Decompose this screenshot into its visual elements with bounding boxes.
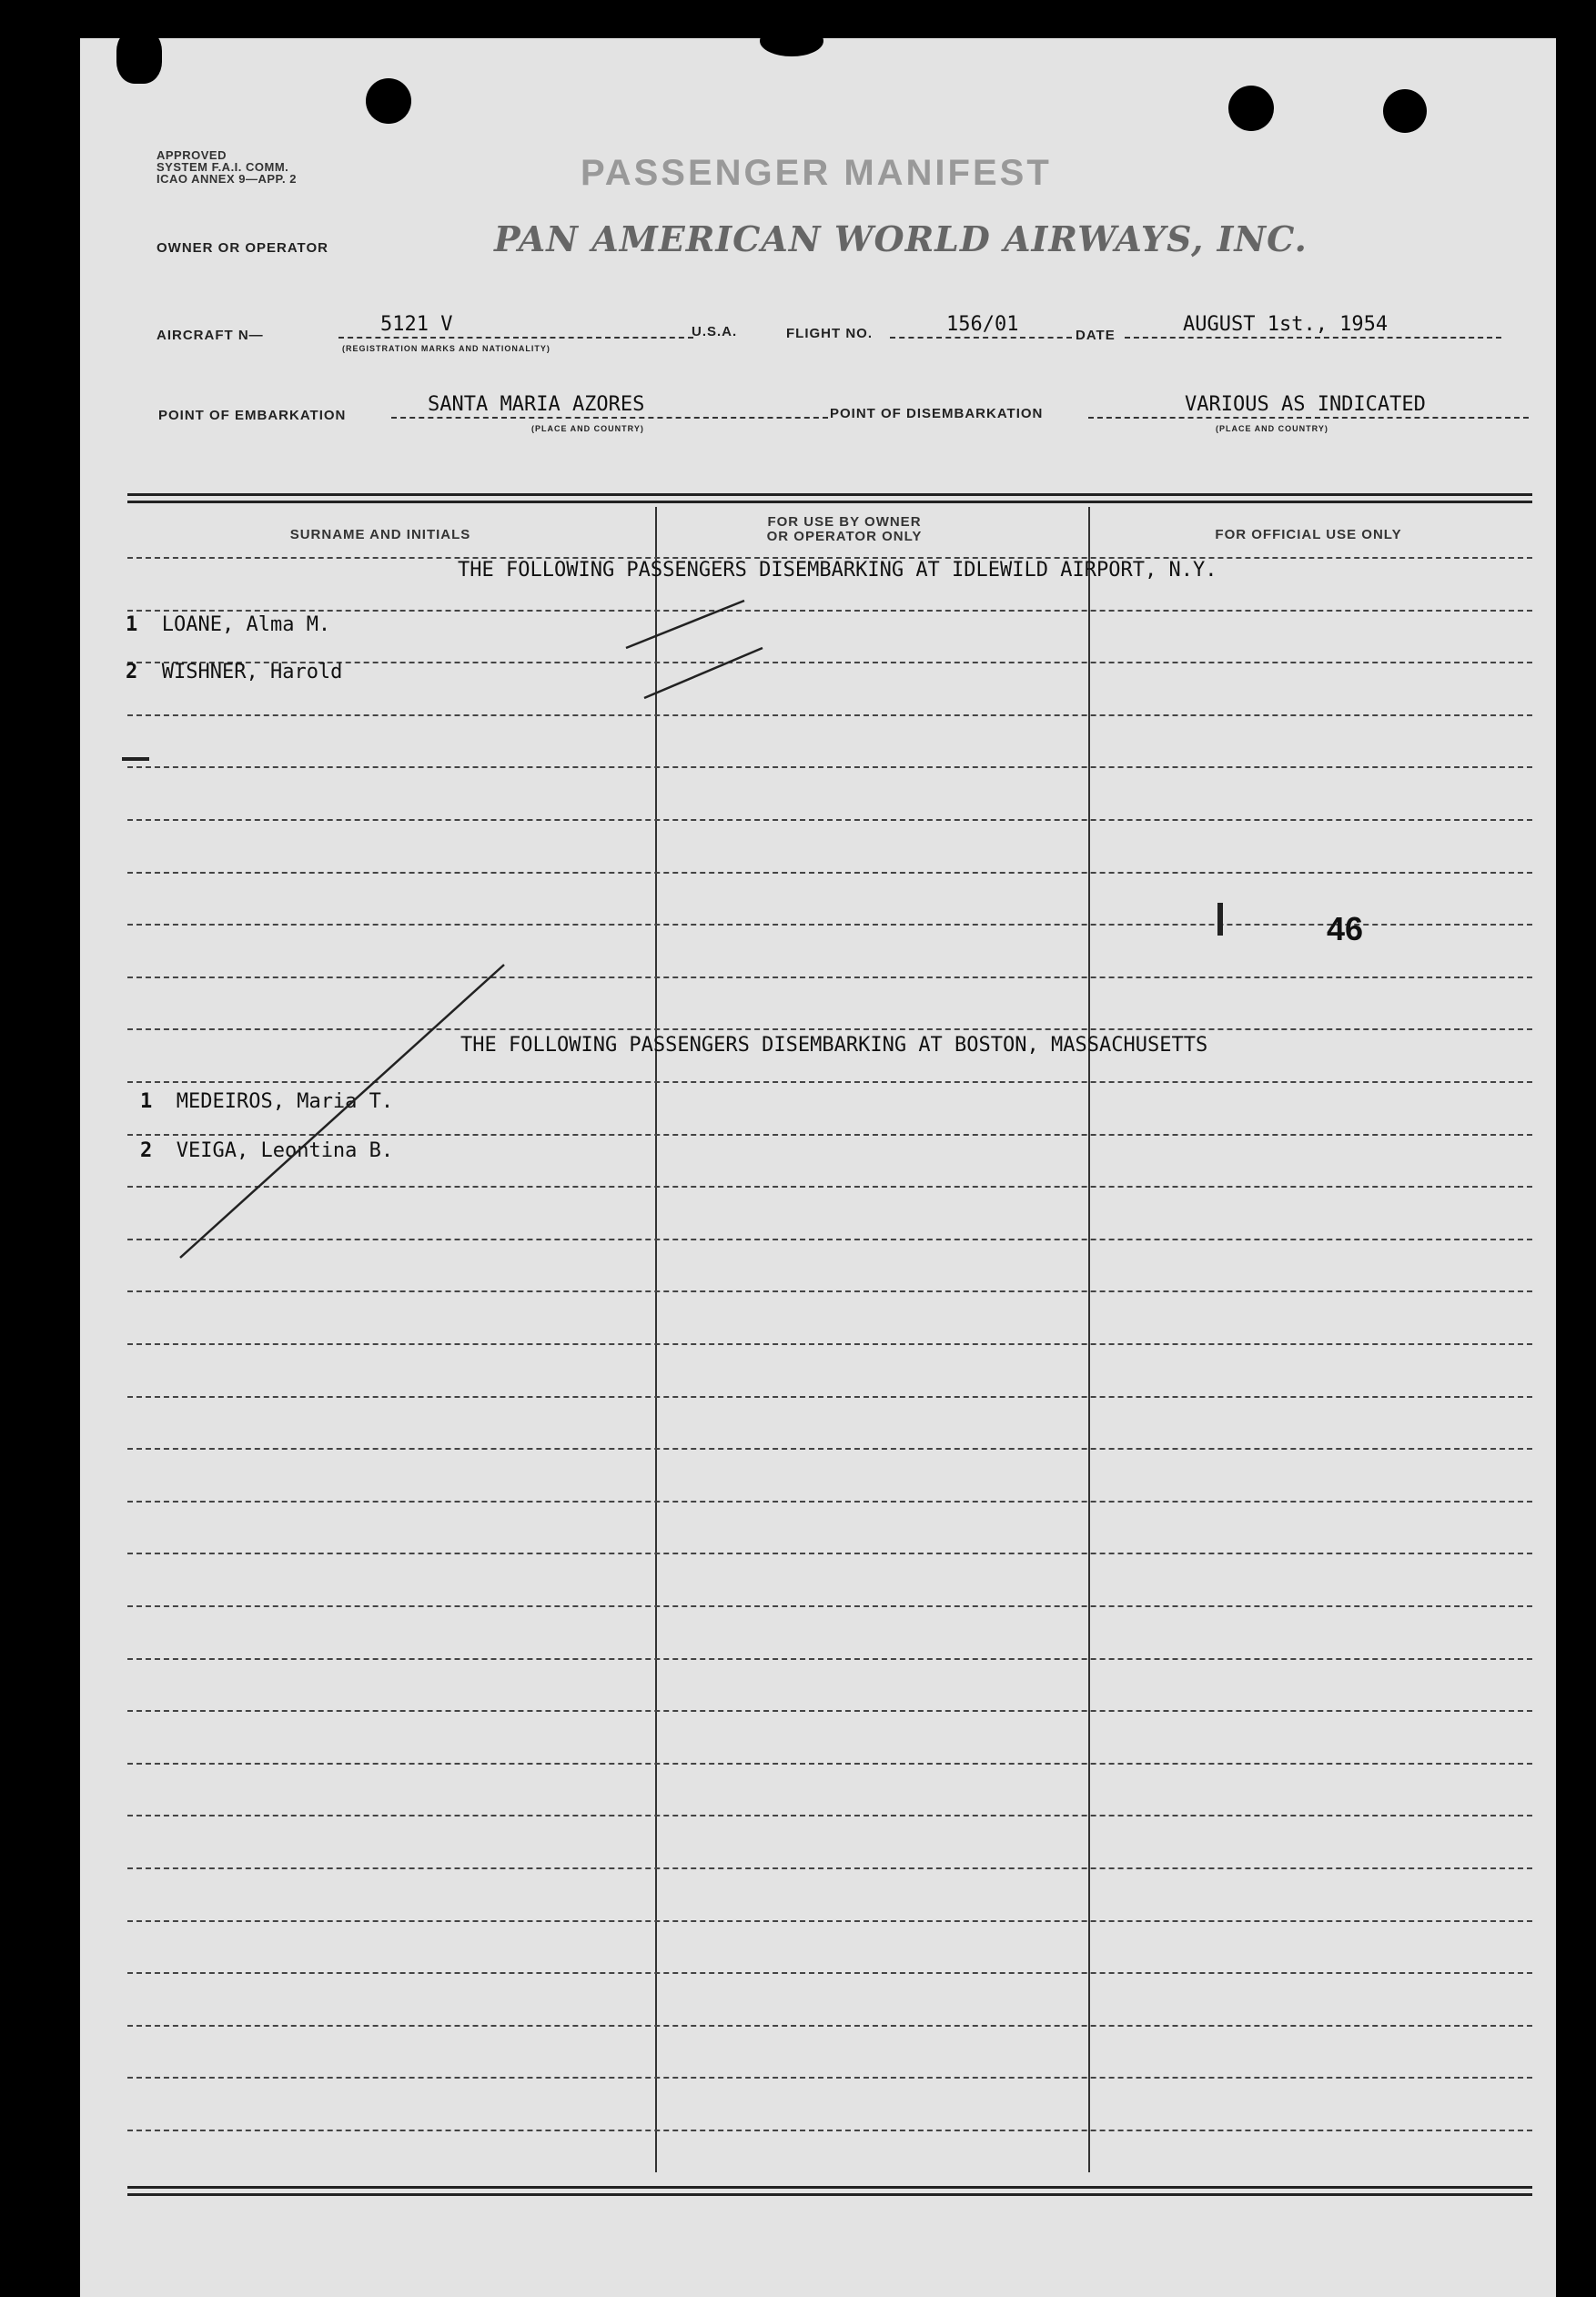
approval-line: APPROVED [157, 148, 227, 162]
page-title: PASSENGER MANIFEST [581, 153, 1052, 193]
usa-label: U.S.A. [692, 324, 738, 339]
owner-label: OWNER OR OPERATOR [157, 240, 328, 256]
flight-no-label: FLIGHT NO. [786, 326, 873, 341]
ink-mark [1217, 903, 1223, 936]
passenger-number: 2 [126, 661, 138, 683]
approval-line: SYSTEM F.A.I. COMM. [157, 160, 289, 174]
aircraft-value: 5121 V [380, 313, 453, 336]
group-heading: THE FOLLOWING PASSENGERS DISEMBARKING AT BOSTON, MASSACHUSETTS [460, 1034, 1208, 1057]
passenger-number: 2 [140, 1139, 153, 1162]
flight-no-value: 156/01 [946, 313, 1019, 336]
embark-value: SANTA MARIA AZORES [428, 393, 645, 416]
official-header: FOR OFFICIAL USE ONLY [1215, 527, 1402, 542]
check-stroke [644, 648, 763, 698]
aircraft-sub: (REGISTRATION MARKS AND NATIONALITY) [342, 344, 551, 353]
passenger-name: VEIGA, Leontina B. [176, 1139, 394, 1162]
passenger-number: 1 [126, 613, 138, 636]
airline-name: PAN AMERICAN WORLD AIRWAYS, INC. [494, 218, 1308, 259]
passenger-name: MEDEIROS, Maria T. [176, 1090, 394, 1113]
passenger-name: LOANE, Alma M. [161, 613, 331, 636]
approval-line: ICAO ANNEX 9—APP. 2 [157, 172, 297, 186]
ink-mark [122, 757, 149, 761]
owner-use-line: OR OPERATOR ONLY [766, 529, 923, 544]
aircraft-label: AIRCRAFT N— [157, 328, 264, 343]
disembark-sub: (PLACE AND COUNTRY) [1216, 424, 1328, 433]
manifest-page [80, 38, 1556, 2297]
pen-strokes [80, 38, 1556, 2297]
disembark-label: POINT OF DISEMBARKATION [830, 406, 1044, 421]
date-value: AUGUST 1st., 1954 [1183, 313, 1389, 336]
disembark-value: VARIOUS AS INDICATED [1185, 393, 1426, 416]
embark-label: POINT OF EMBARKATION [158, 408, 347, 423]
passenger-name: WISHNER, Harold [161, 661, 343, 683]
surname-header: SURNAME AND INITIALS [289, 527, 471, 542]
check-stroke [626, 601, 744, 648]
group-heading: THE FOLLOWING PASSENGERS DISEMBARKING AT IDLEWILD AIRPORT, N.Y. [458, 559, 1217, 582]
stamp-number: 46 [1327, 910, 1364, 947]
owner-use-line: FOR USE BY OWNER [767, 514, 922, 530]
cross-out-stroke [180, 965, 504, 1258]
embark-sub: (PLACE AND COUNTRY) [531, 424, 644, 433]
passenger-number: 1 [140, 1090, 153, 1113]
date-label: DATE [1076, 328, 1116, 343]
